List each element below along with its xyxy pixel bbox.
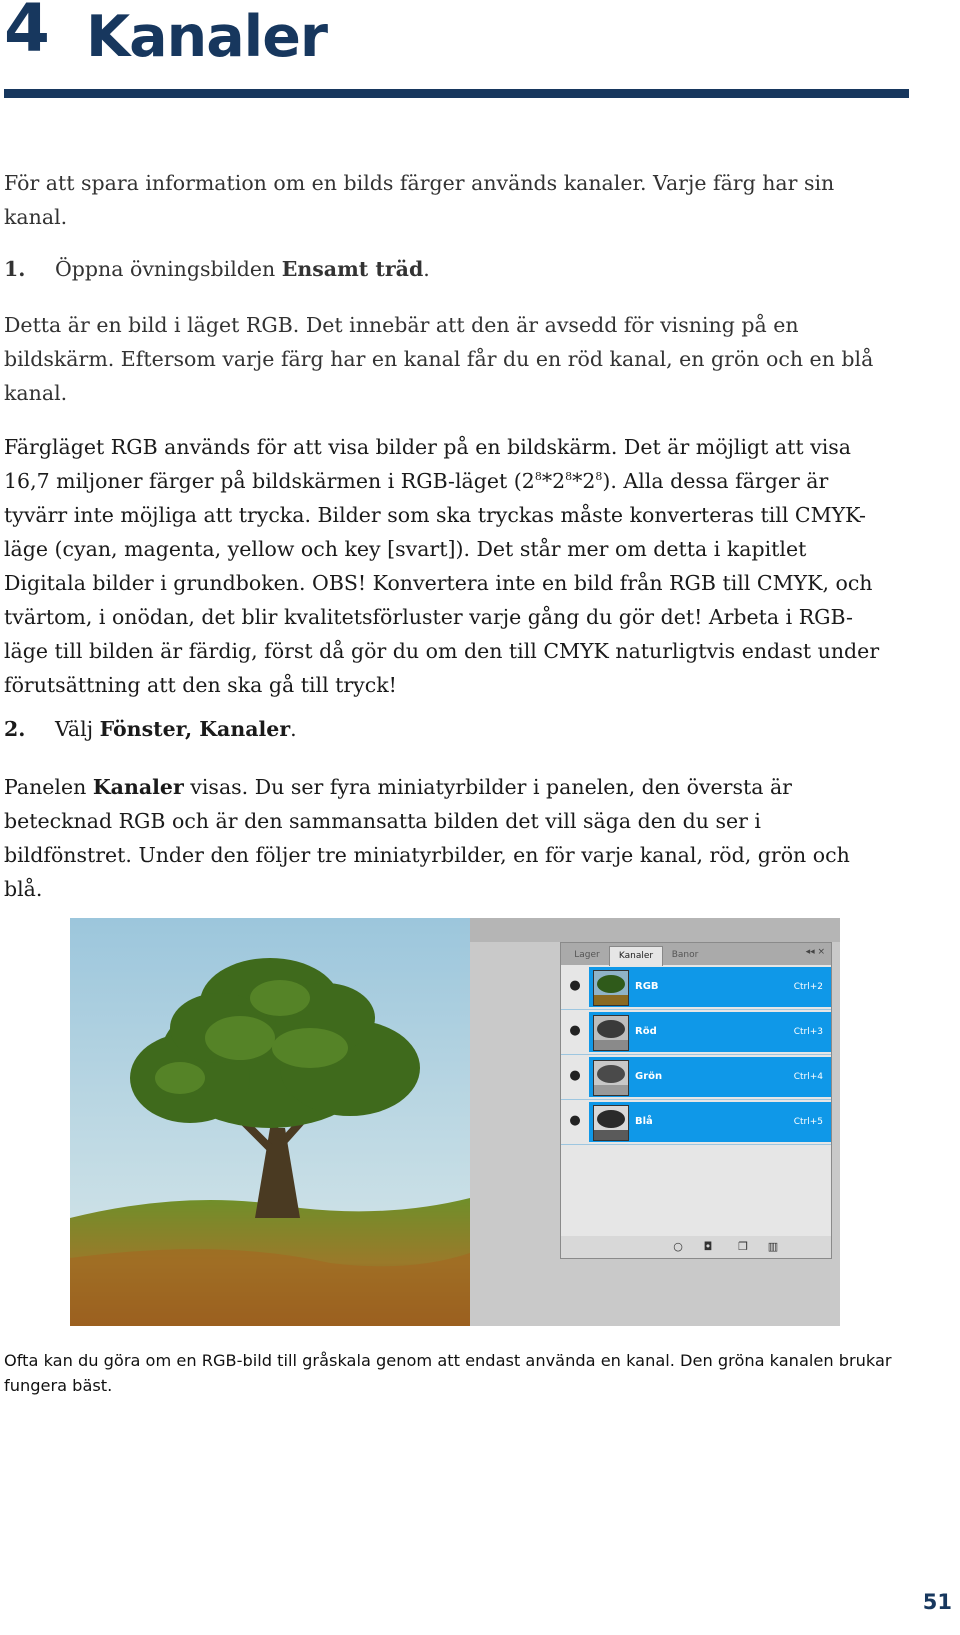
eye-icon[interactable]: ● xyxy=(569,1023,581,1038)
channels-panel-screenshot xyxy=(470,918,840,1326)
figure-caption: Ofta kan du göra om en RGB-bild till gråskala genom att endast använda en kanal. Den gröna kanalen brukar fungera bäst. xyxy=(4,1351,892,1395)
chapter-number: 4 xyxy=(4,0,48,67)
channel-shortcut: Ctrl+2 xyxy=(793,982,823,992)
panel-menu-icon[interactable]: ◂◂ × xyxy=(805,947,825,957)
color-mode-paragraph: Färgläget RGB används för att visa bilder på en bildskärm. Det är möjligt att visa 16,7 miljoner färger på bildskärmen i RGB-läget $(2^8*2^8*2^8)$. Alla dessa färger är tyvärr inte möjliga att trycka. Bilder som ska tryckas måste konverteras till CMYK-läge (cyan, magenta, yellow och key [svart]). Det står mer om detta i kapitlet Digitala bilder i grundboken. OBS! Konvertera inte en bild från RGB till CMYK, och tvärtom, i onödan, det blir kvalitetsförluster varje gång du gör det! Arbeta i RGB-läge till bilden är färdig, först då gör du om den till CMYK naturligtvis endast under förutsättning att den ska gå till tryck! xyxy=(4,435,880,697)
tab-banor[interactable]: Banor xyxy=(671,950,699,960)
channel-name: RGB xyxy=(635,981,659,992)
channel-list xyxy=(561,965,831,1145)
eye-icon[interactable]: ● xyxy=(569,1068,581,1083)
chapter-title: Kanaler xyxy=(86,4,327,70)
channel-name: Blå xyxy=(635,1116,653,1127)
channel-name: Röd xyxy=(635,1026,657,1037)
save-selection-icon[interactable]: ◘ xyxy=(703,1240,713,1253)
step-1-text: Öppna övningsbilden Ensamt träd. xyxy=(55,257,430,281)
chapter-rule xyxy=(4,89,909,98)
tree-photo-illustration xyxy=(70,918,470,1326)
step-2-text: Välj Fönster, Kanaler. xyxy=(55,717,297,741)
tree-photo xyxy=(70,918,470,1326)
channel-row-bla[interactable] xyxy=(561,1100,831,1145)
panel-bottom-bar xyxy=(560,1236,832,1259)
channel-thumbnail xyxy=(593,1105,629,1141)
new-channel-icon[interactable]: ❐ xyxy=(738,1240,748,1253)
panel-tabs xyxy=(561,943,831,965)
channel-row-gron[interactable] xyxy=(561,1055,831,1100)
channel-thumbnail xyxy=(593,970,629,1006)
channels-panel xyxy=(560,942,832,1238)
intro-paragraph: För att spara information om en bilds färger används kanaler. Varje färg har sin kanal. xyxy=(4,171,835,229)
load-selection-icon[interactable]: ○ xyxy=(673,1240,683,1253)
channel-shortcut: Ctrl+3 xyxy=(793,1027,823,1037)
eye-icon[interactable]: ● xyxy=(569,1113,581,1128)
eye-icon[interactable]: ● xyxy=(569,978,581,993)
figure xyxy=(70,918,840,1326)
channel-row-rgb[interactable] xyxy=(561,965,831,1010)
channel-name: Grön xyxy=(635,1071,663,1082)
rgb-paragraph: Detta är en bild i läget RGB. Det innebär att den är avsedd för visning på en bildskärm. Eftersom varje färg har en kanal får du en röd kanal, en grön och en blå kanal. xyxy=(4,313,874,405)
page-number: 51 xyxy=(922,1590,952,1614)
panel-paragraph: Panelen Kanaler visas. Du ser fyra miniatyrbilder i panelen, den översta är betecknad RGB och är den sammansatta bilden det vill säga den du ser i bildfönstret. Under den följer tre miniatyrbilder, en för varje kanal, röd, grön och blå. xyxy=(4,775,850,901)
channel-shortcut: Ctrl+4 xyxy=(793,1072,823,1082)
panel-topbar xyxy=(470,918,840,942)
step-2 xyxy=(4,712,894,746)
step-1-number: 1. xyxy=(4,257,26,281)
channel-shortcut: Ctrl+5 xyxy=(793,1117,823,1127)
step-1 xyxy=(4,252,894,286)
channel-row-rod[interactable] xyxy=(561,1010,831,1055)
tab-kanaler[interactable]: Kanaler xyxy=(609,946,663,966)
tab-lager[interactable]: Lager xyxy=(574,950,600,960)
channel-thumbnail xyxy=(593,1060,629,1096)
channel-thumbnail xyxy=(593,1015,629,1051)
step-2-number: 2. xyxy=(4,717,26,741)
trash-icon[interactable]: ▥ xyxy=(767,1240,779,1253)
